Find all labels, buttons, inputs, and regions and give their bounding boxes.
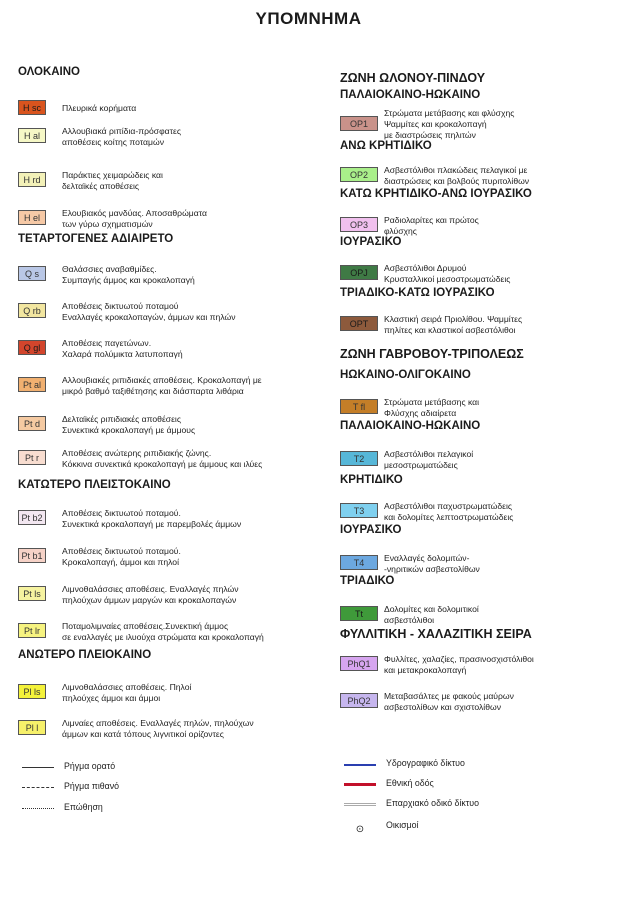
description-line: Θαλάσσιες αναβαθμίδες. <box>62 264 157 274</box>
thrust-line-symbol <box>22 808 54 809</box>
line-symbol-label: Ρήγμα πιθανό <box>64 781 120 791</box>
unit-swatch: H el <box>18 210 46 225</box>
section-heading: ΦΥΛΛΙΤΙΚΗ - ΧΑΛΑΖΙΤΙΚΗ ΣΕΙΡΑ <box>340 627 532 641</box>
unit-description <box>384 215 479 237</box>
description-line: Αλλουβιακά ριπίδια-πρόσφατες <box>62 126 182 136</box>
unit-swatch: OP2 <box>340 167 378 182</box>
unit-description <box>62 264 195 286</box>
unit-swatch: PhQ2 <box>340 693 378 708</box>
description-line: Ραδιολαρίτες και πρώτος <box>384 215 479 225</box>
unit-description <box>384 654 534 676</box>
description-line: -νηριτικών ασβεστολίθων <box>384 564 480 574</box>
line-symbol-label: Οικισμοί <box>386 820 419 830</box>
unit-swatch: Pt b2 <box>18 510 46 525</box>
unit-swatch: Q gl <box>18 340 46 355</box>
description-line: πηλίτες και κλαστικοί ασβεστόλιθοι <box>384 325 516 335</box>
solid-line-symbol <box>22 767 54 768</box>
unit-swatch: T2 <box>340 451 378 466</box>
unit-description <box>62 718 254 740</box>
description-line: ασβεστόλιθοι <box>384 615 435 625</box>
unit-description <box>62 621 264 643</box>
description-line: Κρυσταλλικοί μεσοστρωματώδεις <box>384 274 511 284</box>
description-line: Φυλλίτες, χαλαζίες, πρασινοσχιστόλιθοι <box>384 654 534 664</box>
unit-description <box>384 314 522 336</box>
description-line: Στρώματα μετάβασης και φλύσχης <box>384 108 515 118</box>
unit-description <box>62 584 239 606</box>
unit-swatch: H sc <box>18 100 46 115</box>
section-heading: ΑΝΩΤΕΡΟ ΠΛΕΙΟΚΑΙΝΟ <box>18 649 152 661</box>
unit-description <box>384 501 513 523</box>
line-symbol-label: Εθνική οδός <box>386 778 434 788</box>
description-line: Αλλουβιακές ριπιδιακές αποθέσεις. Κροκαλοπαγή με <box>62 375 262 385</box>
description-line: Συνεκτικά κροκαλοπαγή με παρεμβολές άμμων <box>62 519 242 529</box>
section-heading: ΤΕΤΑΡΤΟΓΕΝΕΣ ΑΔΙΑΙΡΕΤΟ <box>18 233 174 245</box>
description-line: Πλευρικά κορήματα <box>62 103 137 113</box>
description-line: Φλύσχης αδιαίρετα <box>384 408 457 418</box>
description-line: των γύρω σχηματισμών <box>62 219 153 229</box>
section-heading: ΖΩΝΗ ΓΑΒΡΟΒΟΥ-ΤΡΙΠΟΛΕΩΣ <box>340 347 524 361</box>
unit-description <box>62 448 262 470</box>
unit-description <box>62 546 181 568</box>
unit-swatch: T4 <box>340 555 378 570</box>
description-line: Λιμναίες αποθέσεις. Εναλλαγές πηλών, πηλούχων <box>62 718 254 728</box>
description-line: φλύσχης <box>384 226 417 236</box>
description-line: Ποταμολιμναίες αποθέσεις.Συνεκτική άμμος <box>62 621 229 631</box>
description-line: Κροκαλοπαγή, άμμοι και πηλοί <box>62 557 179 567</box>
unit-description <box>62 126 181 148</box>
description-line: Ασβεστόλιθοι Δρυμού <box>384 263 467 273</box>
description-line: μεσοστρωματώδεις <box>384 460 458 470</box>
description-line: Δολομίτες και δολομιτικοί <box>384 604 479 614</box>
description-line: με διαστρώσεις πηλιτών <box>384 130 476 140</box>
description-line: Συμπαγής άμμος και κροκαλοπαγή <box>62 275 195 285</box>
description-line: σε εναλλαγές με ιλυούχα στρώματα και κροκαλοπαγή <box>62 632 264 642</box>
description-line: Μεταβασάλτες με φακούς μαύρων <box>384 691 514 701</box>
description-line: Κλαστική σειρά Πριολίθου. Ψαμμίτες <box>384 314 523 324</box>
unit-swatch: Pl l <box>18 720 46 735</box>
unit-swatch: OP1 <box>340 116 378 131</box>
unit-swatch: H rd <box>18 172 46 187</box>
description-line: άμμων και κατά τόπους λιγνιτικοί ορίζοντες <box>62 729 224 739</box>
description-line: ασβεστολίθων και σχιστολίθων <box>384 702 501 712</box>
unit-swatch: T3 <box>340 503 378 518</box>
description-line: Λιμνοθαλάσσιες αποθέσεις. Εναλλαγές πηλών <box>62 584 239 594</box>
description-line: Ψαμμίτες και κροκαλοπαγή <box>384 119 487 129</box>
unit-swatch: OP3 <box>340 217 378 232</box>
dashed-line-symbol <box>22 787 54 788</box>
section-heading: ΠΑΛΑΙΟΚΑΙΝΟ-ΗΩΚΑΙΝΟ <box>340 420 481 432</box>
legend-title: ΥΠΟΜΝΗΜΑ <box>255 9 362 28</box>
description-line: Συνεκτικά κροκαλοπαγή με άμμους <box>62 425 196 435</box>
hydro-line-symbol <box>344 764 376 766</box>
unit-description <box>62 301 236 323</box>
settlement-icon: ⊙ <box>355 824 365 835</box>
unit-swatch: Pt lr <box>18 623 46 638</box>
unit-swatch: H al <box>18 128 46 143</box>
unit-description <box>384 108 514 141</box>
section-heading: ΖΩΝΗ ΩΛΟΝΟΥ-ΠΙΝΔΟΥ <box>340 71 486 85</box>
unit-description <box>384 449 473 471</box>
description-line: Αποθέσεις παγετώνων. <box>62 338 152 348</box>
section-heading: ΙΟΥΡΑΣΙΚΟ <box>340 524 402 536</box>
description-line: Ασβεστόλιθοι παχυστρωματώδεις <box>384 501 513 511</box>
unit-description <box>62 103 136 114</box>
description-line: Αποθέσεις ανώτερης ριπιδιακής ζώνης. <box>62 448 212 458</box>
description-line: Αποθέσεις δικτυωτού ποταμού <box>62 301 179 311</box>
section-heading: ΚΑΤΩΤΕΡΟ ΠΛΕΙΣΤΟΚΑΙΝΟ <box>18 479 171 491</box>
section-heading: ΟΛΟΚΑΙΝΟ <box>18 66 80 78</box>
unit-description <box>62 508 241 530</box>
unit-swatch: OPJ <box>340 265 378 280</box>
line-symbol-label: Ρήγμα ορατό <box>64 761 116 771</box>
description-line: Αποθέσεις δικτυωτού ποταμού. <box>62 508 181 518</box>
description-line: Εναλλαγές κροκαλοπαγών, άμμων και πηλών <box>62 312 236 322</box>
unit-swatch: OPT <box>340 316 378 331</box>
section-heading: ΗΩΚΑΙΝΟ-ΟΛΙΓΟΚΑΙΝΟ <box>340 369 471 381</box>
unit-swatch: T fl <box>340 399 378 414</box>
description-line: αποθέσεις κοίτης ποταμών <box>62 137 164 147</box>
unit-description <box>384 691 514 713</box>
national-line-symbol <box>344 783 376 786</box>
section-heading: ΤΡΙΑΔΙΚΟ <box>340 575 395 587</box>
unit-swatch: Pt r <box>18 450 46 465</box>
unit-description <box>384 553 480 575</box>
unit-description <box>62 682 191 704</box>
line-symbol-label: Υδρογραφικό δίκτυο <box>386 758 465 768</box>
description-line: Εναλλαγές δολομιτών- <box>384 553 470 563</box>
description-line: Ασβεστόλιθοι πλακώδεις πελαγικοί με <box>384 165 528 175</box>
section-heading: ΤΡΙΑΔΙΚΟ-ΚΑΤΩ ΙΟΥΡΑΣΙΚΟ <box>340 287 495 299</box>
unit-swatch: Pl ls <box>18 684 46 699</box>
unit-swatch: PhQ1 <box>340 656 378 671</box>
section-heading: ΚΡΗΤΙΔΙΚΟ <box>340 474 403 486</box>
description-line: και μετακροκαλοπαγή <box>384 665 467 675</box>
description-line: Ασβεστόλιθοι πελαγικοί <box>384 449 474 459</box>
description-line: Χαλαρά πολύμικτα λατυποπαγή <box>62 349 183 359</box>
line-symbol-label: Επαρχιακό οδικό δίκτυο <box>386 798 479 808</box>
line-symbol-label: Επώθηση <box>64 802 103 812</box>
description-line: πηλούχων άμμων μαργών και κροκαλοπαγών <box>62 595 237 605</box>
unit-description <box>384 397 479 419</box>
unit-description <box>62 208 207 230</box>
unit-swatch: Q rb <box>18 303 46 318</box>
unit-swatch: Pt b1 <box>18 548 46 563</box>
unit-description <box>62 375 262 397</box>
description-line: Αποθέσεις δικτυωτού ποταμού. <box>62 546 181 556</box>
description-line: διαστρώσεις και βολβούς πυριτολίθων <box>384 176 530 186</box>
unit-swatch: Q s <box>18 266 46 281</box>
description-line: Ελουβιακός μανδύας. Αποσαθρώματα <box>62 208 207 218</box>
unit-swatch: Tt <box>340 606 378 621</box>
description-line: μικρό βαθμό ταξιθέτησης και διάσπαρτα λιθάρια <box>62 386 244 396</box>
unit-description <box>62 338 183 360</box>
description-line: Στρώματα μετάβασης και <box>384 397 480 407</box>
unit-description <box>384 263 510 285</box>
description-line: Παράκτιες χειμαρώδεις και <box>62 170 163 180</box>
description-line: Κόκκινα συνεκτικά κροκαλοπαγή με άμμους και ιλύες <box>62 459 263 469</box>
unit-swatch: Pt d <box>18 416 46 431</box>
provincial-line-symbol <box>344 803 376 806</box>
unit-swatch: Pt al <box>18 377 46 392</box>
description-line: Δελταϊκές ριπιδιακές αποθέσεις <box>62 414 181 424</box>
section-heading: ΚΑΤΩ ΚΡΗΤΙΔΙΚΟ-ΑΝΩ ΙΟΥΡΑΣΙΚΟ <box>340 188 532 200</box>
section-heading: ΑΝΩ ΚΡΗΤΙΔΙΚΟ <box>340 140 432 152</box>
unit-description <box>62 414 195 436</box>
unit-swatch: Pt ls <box>18 586 46 601</box>
description-line: και δολομίτες λεπτοστρωματώδεις <box>384 512 514 522</box>
unit-description <box>384 165 529 187</box>
description-line: Λιμνοθαλάσσιες αποθέσεις. Πηλοί <box>62 682 192 692</box>
section-heading: ΠΑΛΑΙΟΚΑΙΝΟ-ΗΩΚΑΙΝΟ <box>340 89 481 101</box>
description-line: πηλούχες άμμοι και άμμοι <box>62 693 161 703</box>
unit-description <box>384 604 479 626</box>
description-line: δελταϊκές αποθέσεις <box>62 181 140 191</box>
unit-description <box>62 170 163 192</box>
section-heading: ΙΟΥΡΑΣΙΚΟ <box>340 236 402 248</box>
